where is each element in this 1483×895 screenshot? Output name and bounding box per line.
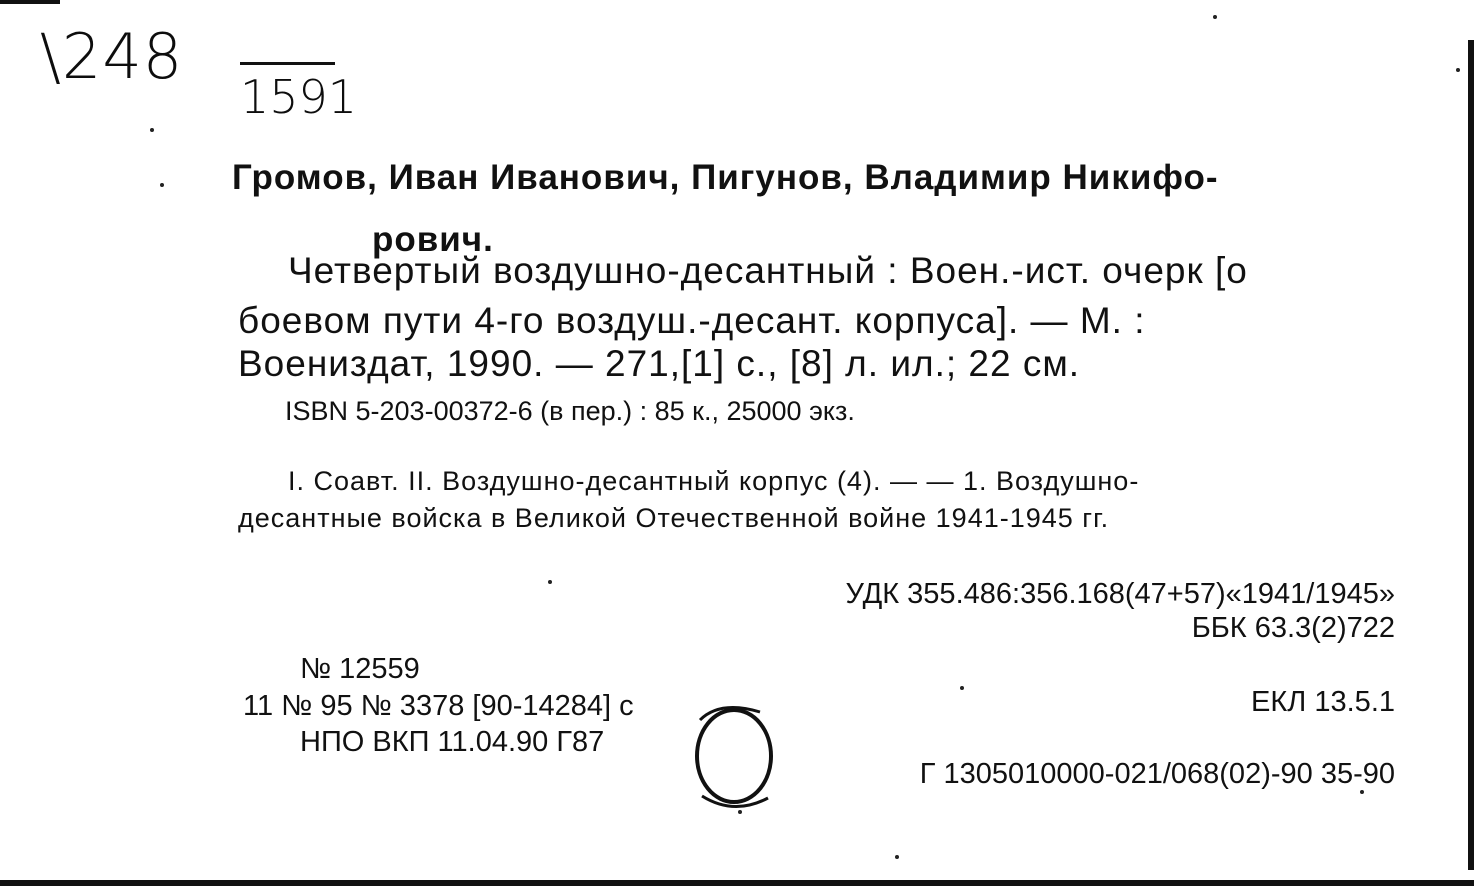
stamp-circle-icon bbox=[690, 700, 785, 820]
subject-line-1: I. Соавт. II. Воздушно-десантный корпус (4). — — 1. Воздушно- bbox=[288, 466, 1140, 496]
handwritten-call-number: \248 bbox=[40, 20, 184, 93]
speck bbox=[960, 686, 964, 690]
speck bbox=[548, 580, 552, 584]
speck bbox=[1456, 68, 1460, 72]
publication-code: Г 1305010000-021/068(02)-90 35-90 bbox=[919, 758, 1395, 790]
speck bbox=[160, 183, 164, 187]
title-line-1: Четвертый воздушно-десантный : Воен.-ист. очерк [о bbox=[288, 250, 1248, 291]
title-line-3: Воениздат, 1990. — 271,[1] с., [8] л. ил.; 22 см. bbox=[238, 343, 1081, 384]
speck bbox=[738, 810, 742, 814]
handwritten-overline bbox=[240, 62, 335, 65]
npo-line: НПО ВКП 11.04.90 Г87 bbox=[300, 726, 605, 758]
speck bbox=[1360, 790, 1364, 794]
speck bbox=[1213, 15, 1217, 19]
ekl-code: ЕКЛ 13.5.1 bbox=[1251, 686, 1395, 718]
subject-line-2: десантные войска в Великой Отечественной войне 1941-1945 гг. bbox=[238, 503, 1110, 533]
card-right-edge bbox=[1468, 40, 1474, 870]
order-number: № 12559 bbox=[300, 653, 420, 685]
print-order-line: 11 № 95 № 3378 [90-14284] с bbox=[243, 690, 634, 722]
card-bottom-edge bbox=[0, 880, 1474, 886]
speck bbox=[150, 128, 154, 132]
bbk-code: ББК 63.3(2)722 bbox=[1191, 612, 1395, 644]
title-line-2: боевом пути 4-го воздуш.-десант. корпуса]. — М. : bbox=[238, 300, 1146, 341]
isbn-line: ISBN 5-203-00372-6 (в пер.) : 85 к., 25000 экз. bbox=[285, 396, 855, 426]
handwritten-number: 1591 bbox=[240, 70, 358, 124]
speck bbox=[895, 855, 899, 859]
udk-code: УДК 355.486:356.168(47+57)«1941/1945» bbox=[845, 578, 1395, 610]
card-top-edge bbox=[0, 0, 60, 4]
author-line: Громов, Иван Иванович, Пигунов, Владимир Никифо- bbox=[232, 158, 1219, 197]
author-continuation: рович. bbox=[372, 220, 494, 259]
